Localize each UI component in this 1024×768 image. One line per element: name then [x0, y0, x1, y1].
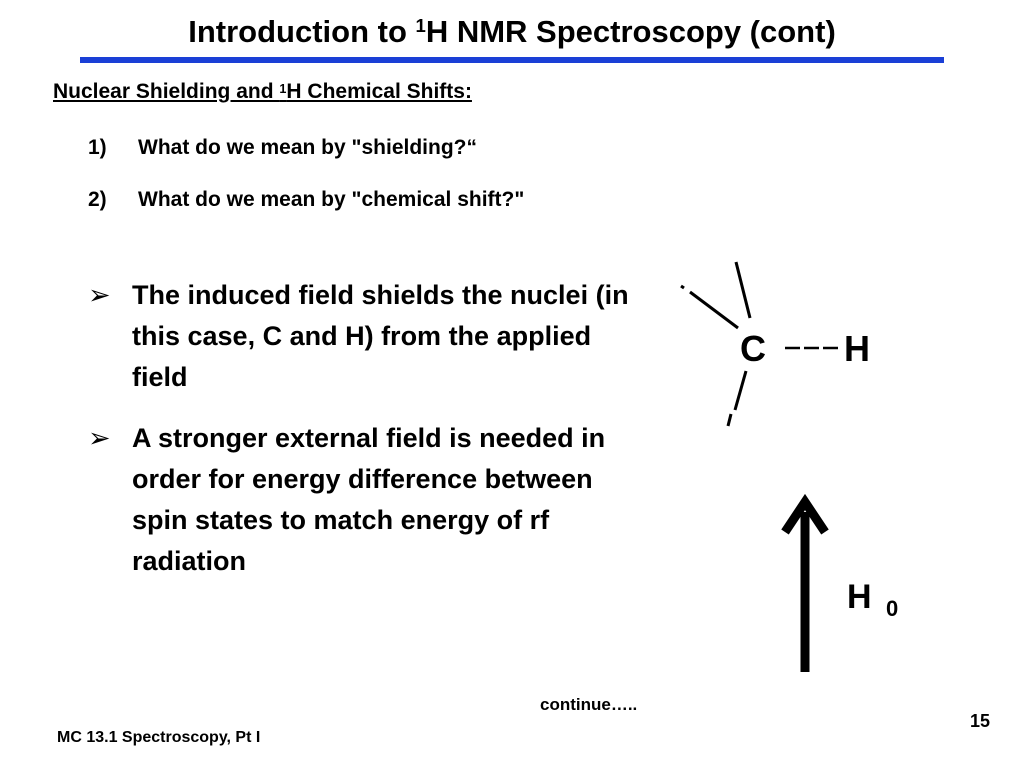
title-superscript: 1	[415, 15, 426, 36]
upper-bond-line	[736, 262, 750, 318]
lower-bond-stub	[728, 414, 731, 426]
hydrogen-label: H	[844, 328, 870, 369]
arrow-bullet-icon: ➢	[88, 280, 111, 310]
page-number: 15	[969, 711, 990, 731]
bullet-text: A stronger external field is needed in order for energy difference between spin states to match energy of rf radiation	[132, 423, 606, 576]
question-number: 1)	[88, 136, 107, 159]
title-suffix: H NMR Spectroscopy (cont)	[425, 14, 836, 49]
title-prefix: Introduction to	[188, 14, 416, 49]
field-subscript: 0	[886, 596, 899, 621]
left-bond-line	[690, 292, 738, 328]
question-number: 2)	[88, 188, 107, 211]
question-text: What do we mean by "chemical shift?"	[138, 188, 525, 211]
section-heading-suffix: H Chemical Shifts:	[286, 80, 472, 103]
footer-course-label: MC 13.1 Spectroscopy, Pt I	[57, 729, 261, 746]
question-text: What do we mean by "shielding?“	[138, 136, 477, 159]
continue-note: continue…..	[540, 695, 638, 714]
bullet-text: The induced field shields the nuclei (in this case, C and H) from the applied field	[132, 280, 629, 392]
field-label: H	[847, 578, 872, 616]
arrow-bullet-icon: ➢	[88, 423, 111, 453]
left-bond-stub	[681, 286, 684, 288]
lower-bond-line	[735, 371, 746, 410]
section-heading-prefix: Nuclear Shielding and	[53, 80, 280, 103]
carbon-label: C	[740, 328, 766, 369]
section-heading-superscript: 1	[279, 82, 287, 96]
